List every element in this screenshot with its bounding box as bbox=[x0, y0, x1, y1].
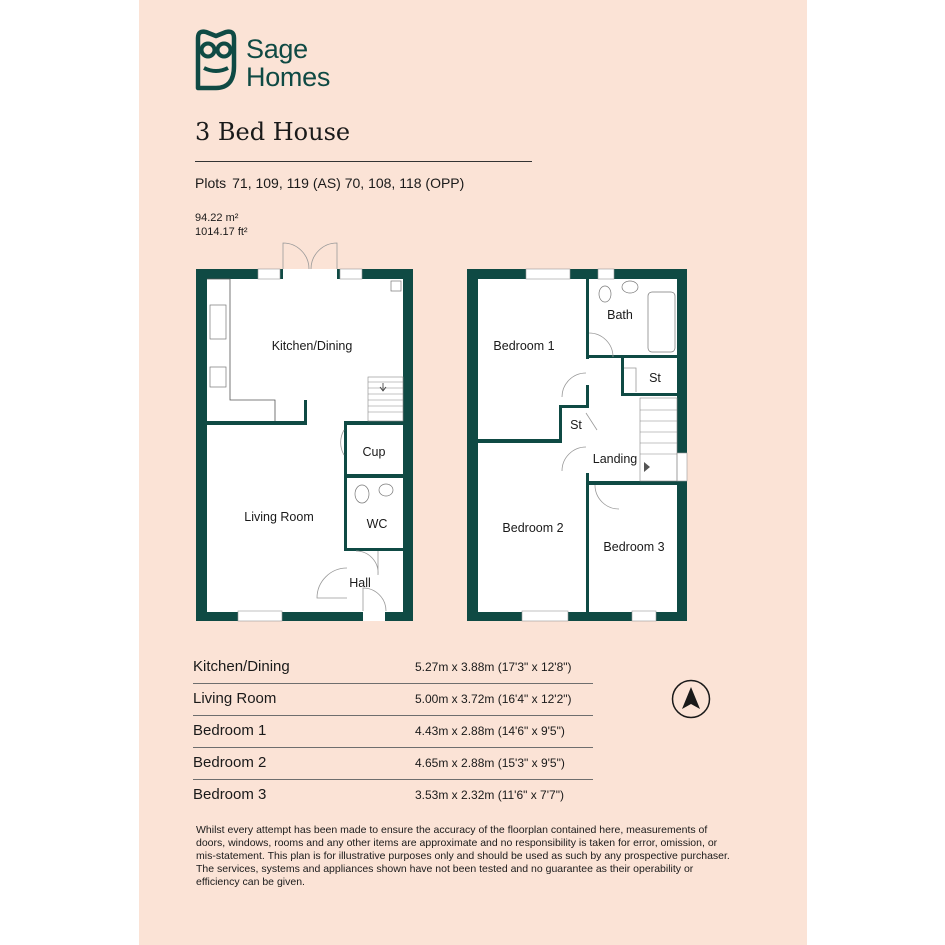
plots-value: 71, 109, 119 (AS) 70, 108, 118 (OPP) bbox=[232, 175, 465, 191]
internal-wall bbox=[304, 400, 307, 425]
north-arrow-icon bbox=[671, 679, 711, 719]
window bbox=[598, 269, 614, 279]
window bbox=[340, 269, 362, 279]
dimension-size: 4.65m x 2.88m (15'3" x 9'5") bbox=[415, 756, 565, 770]
area-sqft: 1014.17 ft² bbox=[195, 226, 248, 238]
window bbox=[632, 611, 656, 621]
internal-wall bbox=[478, 439, 561, 443]
room-label-store-mid: St bbox=[570, 418, 582, 432]
dimension-room: Bedroom 3 bbox=[193, 786, 267, 803]
first-floor-area bbox=[478, 279, 677, 612]
internal-wall bbox=[344, 421, 403, 425]
internal-wall bbox=[621, 355, 624, 395]
room-label-landing: Landing bbox=[592, 452, 638, 466]
dimension-row bbox=[193, 684, 593, 716]
dimension-row bbox=[193, 780, 593, 811]
internal-wall bbox=[586, 481, 677, 485]
internal-wall bbox=[207, 421, 307, 425]
door-swing-icon bbox=[311, 243, 337, 269]
internal-wall bbox=[559, 405, 562, 443]
disclaimer-text: Whilst every attempt has been made to ensure the accuracy of the floorplan contained here, measurements of doors, windows, rooms and any other items are approximate and no responsibility is taken for error, omission, or mis-statement. This plan is for illustrative purposes only and should be used as such by any prospective purchaser. The services, systems and appliances shown have not been tested and no guarantee as their operability or efficiency can be given. bbox=[196, 824, 730, 888]
room-label-bath: Bath bbox=[607, 308, 633, 322]
room-label-kitchen: Kitchen/Dining bbox=[271, 339, 353, 353]
internal-wall bbox=[344, 548, 403, 551]
window bbox=[238, 611, 282, 621]
internal-wall bbox=[344, 421, 347, 476]
room-label-cup: Cup bbox=[362, 445, 386, 459]
internal-wall bbox=[637, 393, 677, 396]
room-label-bedroom-3: Bedroom 3 bbox=[603, 540, 665, 554]
door-swing-icon bbox=[283, 243, 309, 269]
room-label-wc: WC bbox=[366, 517, 388, 531]
patio-door-opening bbox=[283, 269, 337, 279]
dimension-room: Living Room bbox=[193, 690, 277, 707]
internal-wall bbox=[559, 405, 589, 408]
internal-wall bbox=[344, 474, 403, 478]
ground-floor-plan bbox=[196, 243, 413, 621]
window bbox=[522, 611, 568, 621]
dimension-room: Bedroom 2 bbox=[193, 754, 267, 771]
page-title: 3 Bed House bbox=[195, 118, 351, 146]
dimension-size: 5.00m x 3.72m (16'4" x 12'2") bbox=[415, 692, 572, 706]
window bbox=[258, 269, 280, 279]
plots-label: Plots bbox=[195, 175, 227, 191]
dimension-row bbox=[193, 748, 593, 780]
first-floor-plan bbox=[467, 269, 687, 621]
internal-wall bbox=[586, 279, 589, 359]
dimension-size: 4.43m x 2.88m (14'6" x 9'5") bbox=[415, 724, 565, 738]
dimension-size: 3.53m x 2.32m (11'6" x 7'7") bbox=[415, 788, 564, 802]
dimension-room: Bedroom 1 bbox=[193, 722, 267, 739]
room-label-living: Living Room bbox=[244, 510, 314, 524]
internal-wall bbox=[344, 474, 347, 550]
dimension-row bbox=[193, 716, 593, 748]
room-label-bedroom-1: Bedroom 1 bbox=[493, 339, 555, 353]
room-label-hall: Hall bbox=[349, 576, 371, 590]
dimension-room: Kitchen/Dining bbox=[193, 658, 290, 675]
internal-wall bbox=[586, 385, 589, 405]
internal-wall bbox=[586, 355, 677, 358]
room-label-store-top: St bbox=[649, 371, 661, 385]
brand-line-1: Sage bbox=[246, 34, 308, 64]
internal-wall bbox=[586, 473, 589, 612]
dimension-size: 5.27m x 3.88m (17'3" x 12'8") bbox=[415, 660, 572, 674]
brand-line-2: Homes bbox=[246, 62, 331, 92]
room-label-bedroom-2: Bedroom 2 bbox=[502, 521, 564, 535]
dimension-row bbox=[193, 652, 593, 684]
area-sqm: 94.22 m² bbox=[195, 212, 239, 224]
window bbox=[677, 453, 687, 481]
front-door-opening bbox=[363, 611, 385, 621]
room-dimensions-table bbox=[193, 652, 593, 811]
window bbox=[526, 269, 570, 279]
